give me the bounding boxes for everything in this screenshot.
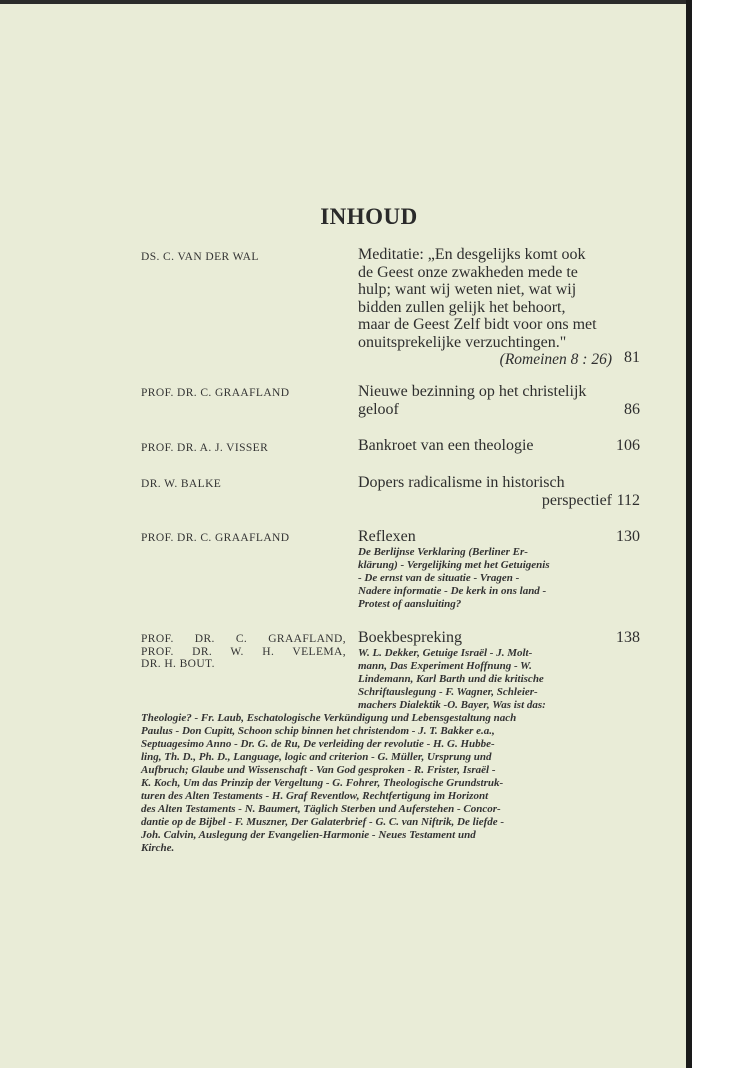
continuation-line: Kirche. [141,842,175,854]
entry-title-line: Meditatie: „En desgelijks komt ook [358,246,586,263]
entry-title-line: maar de Geest Zelf bidt voor ons met [358,316,597,333]
entry-title-line: geloof [358,400,399,418]
continuation-line: Septuagesimo Anno - Dr. G. de Ru, De verleiding der revolutie - H. G. Hubbe- [141,738,495,750]
entry-author-line: DR. H. BOUT. [141,658,215,670]
entry-page-number: 130 [616,528,640,545]
entry-subtopic-line: De Berlijnse Verklaring (Berliner Er- [358,545,528,558]
entry-article [358,629,612,712]
entry-subtopic-line: W. L. Dekker, Getuige Israël - J. Molt- [358,646,533,659]
entry-subtopic-line: Protest of aansluiting? [358,597,462,610]
entry-author-line: PROF. DR. C. GRAAFLAND, [141,633,346,645]
entry-article [358,383,612,418]
entry-subtopic-line: mann, Das Experiment Hoffnung - W. [358,659,532,672]
entry-authors [141,633,346,671]
entry-title-line: onuitsprekelijke verzuchtingen." [358,333,567,351]
entry-subtopic-line: Lindemann, Karl Barth und die kritische [358,672,544,685]
scripture-reference: (Romeinen 8 : 26) [499,351,612,368]
entry-page-number: 81 [624,349,640,366]
continuation-line: dantie op de Bijbel - F. Muszner, Der Galaterbrief - G. C. van Niftrik, De liefde - [141,816,505,828]
entry-article [358,246,612,369]
entry-author: PROF. DR. C. GRAAFLAND [141,532,290,544]
entry-title-line: de Geest onze zwakheden mede te [358,263,578,281]
continuation-line: Aufbruch; Glaube und Wissenschaft - Van God gesproken - R. Frister, Israël - [141,764,496,776]
entry-author: DS. C. VAN DER WAL [141,251,259,263]
entry-page-number: 138 [616,629,640,646]
entry-author-line: PROF. DR. W. H. VELEMA, [141,645,346,658]
entry-title-line: bidden zullen gelijk het behoort, [358,298,566,316]
entry-subtopic-line: Nadere informatie - De kerk in ons land - [358,584,547,597]
entry-subtopic-line: machers Dialektik -O. Bayer, Was ist das: [358,698,546,711]
continuation-line: Paulus - Don Cupitt, Schoon schip binnen het christendom - J. T. Bakker e.a., [141,725,495,737]
entry-subtopic-line: klärung) - Vergelijking met het Getuigenis [358,558,550,571]
entry-title-line: Bankroet van een theologie [358,437,534,454]
entry-author: DR. W. BALKE [141,478,222,490]
entry-title-line: Nieuwe bezinning op het christelijk [358,383,587,400]
continuation-line: Joh. Calvin, Auslegung der Evangelien-Harmonie - Neues Testament und [141,829,476,841]
scan-margin [692,0,738,1068]
entry-title-line: Reflexen [358,528,416,545]
page-title: INHOUD [320,204,418,229]
book-review-continuation [141,712,612,855]
entry-subtopic-line: - De ernst van de situatie - Vragen - [358,571,520,584]
continuation-line: K. Koch, Um das Prinzip der Vergeltung - G. Fohrer, Theologische Grundstruk- [141,777,504,789]
entry-page-number: 112 [616,492,640,509]
continuation-line: ling, Th. D., Ph. D., Language, logic and criterion - G. Müller, Ursprung und [141,751,492,763]
continuation-line: turen des Alten Testaments - H. Graf Reventlow, Rechtfertigung im Horizont [141,790,489,802]
entry-subtopic-line: Schriftauslegung - F. Wagner, Schleier- [358,685,538,698]
entry-page-number: 86 [624,401,640,418]
entry-title-line: perspectief [541,491,612,509]
scan-top-edge [0,0,692,4]
entry-page-number: 106 [616,437,640,454]
entry-author: PROF. DR. A. J. VISSER [141,442,269,454]
entry-title-line: Boekbespreking [358,629,462,646]
entry-article [358,528,612,611]
entry-author: PROF. DR. C. GRAAFLAND [141,387,290,399]
entry-title-line: hulp; want wij weten niet, wat wij [358,281,577,298]
entry-article [358,474,612,509]
entry-article [358,437,612,455]
continuation-line: Theologie? - Fr. Laub, Eschatologische Verkündigung und Lebensgestaltung nach [141,712,517,724]
entry-title-line: Dopers radicalisme in historisch [358,474,565,491]
continuation-line: des Alten Testaments - N. Baumert, Täglich Sterben und Auferstehen - Concor- [141,803,501,815]
